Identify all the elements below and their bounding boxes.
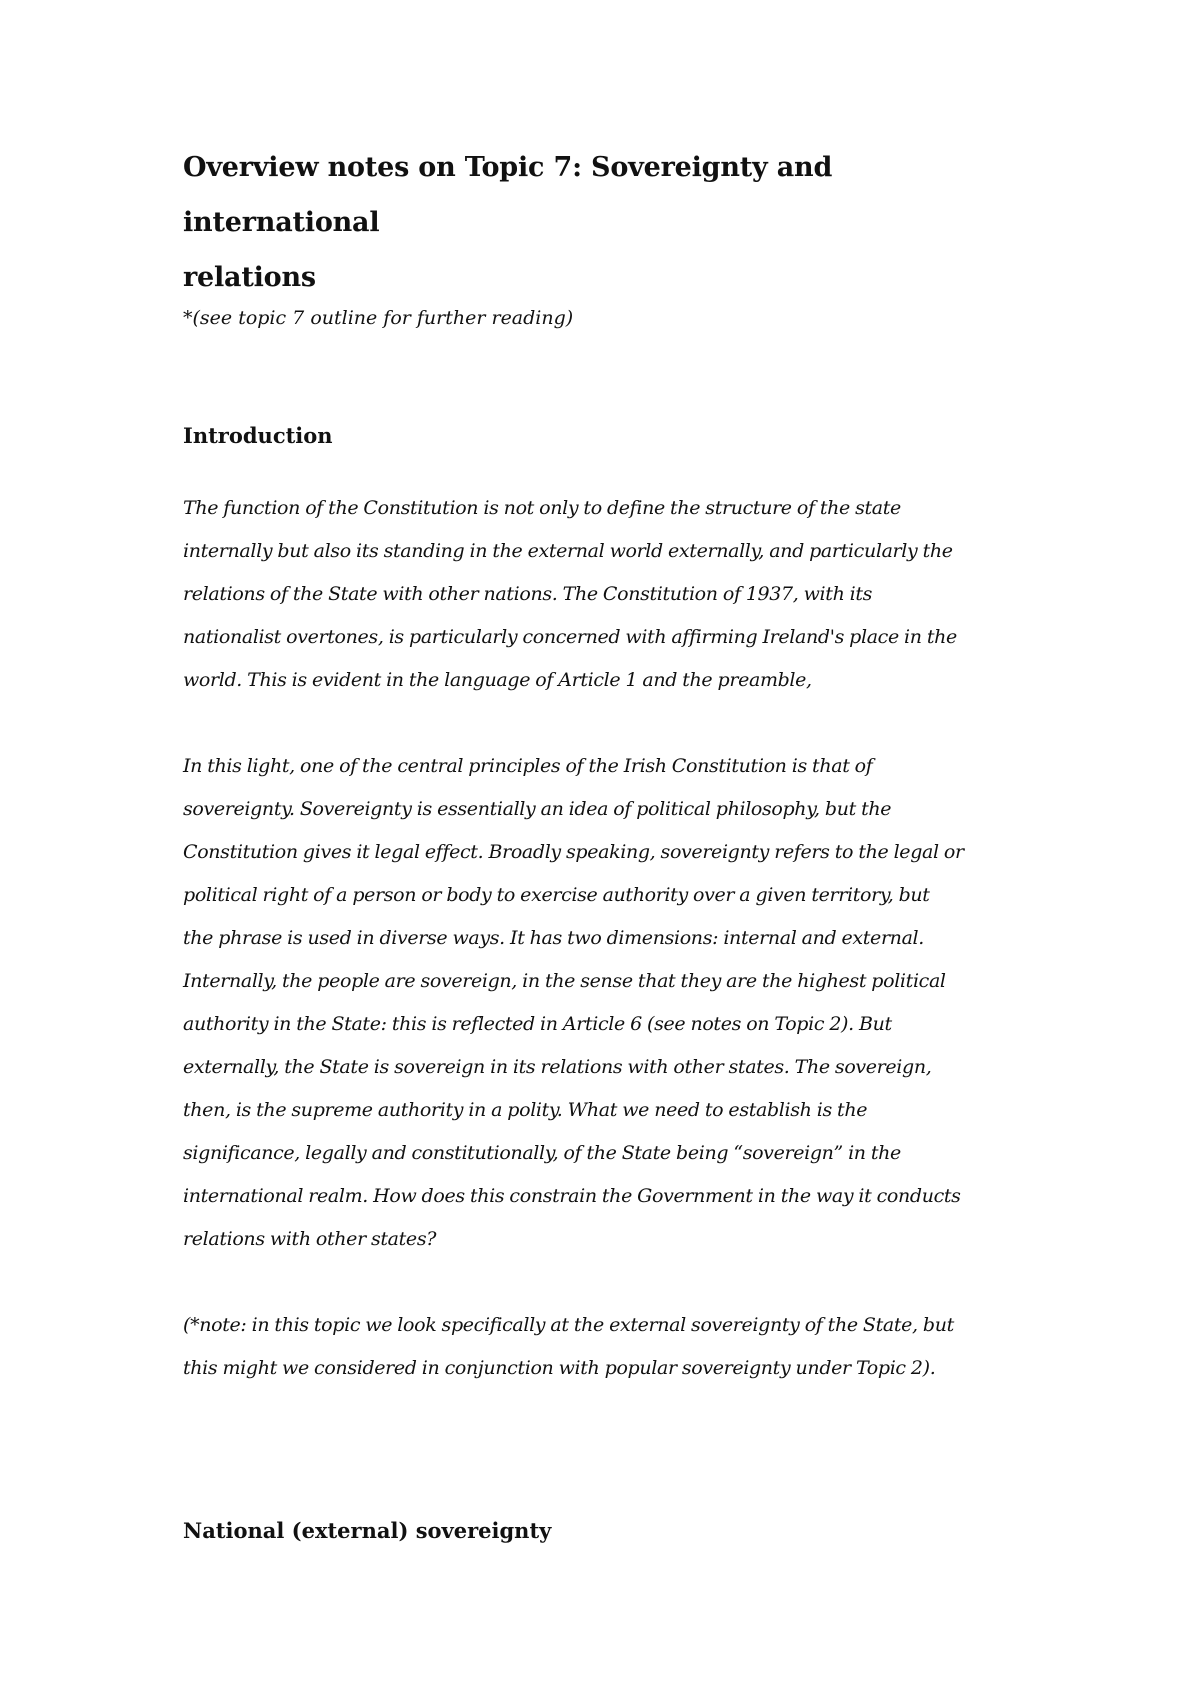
title-line-2: relations	[183, 262, 316, 293]
paragraph-line: The function of the Constitution is not only to define the structure of the state	[183, 497, 901, 519]
intro-note-paragraph	[183, 1304, 1033, 1390]
intro-paragraph-2	[183, 745, 1033, 1261]
paragraph-line: Constitution gives it legal effect. Broadly speaking, sovereignty refers to the legal or	[183, 841, 964, 863]
paragraph-line: the phrase is used in diverse ways. It has two dimensions: internal and external.	[183, 927, 924, 949]
paragraph-line: then, is the supreme authority in a polity. What we need to establish is the	[183, 1099, 868, 1121]
document-subtitle: *(see topic 7 outline for further reading)	[183, 307, 574, 329]
paragraph-line: international realm. How does this constrain the Government in the way it conducts	[183, 1185, 961, 1207]
paragraph-line: political right of a person or body to exercise authority over a given territory, but	[183, 884, 930, 906]
paragraph-line: this might we considered in conjunction with popular sovereignty under Topic 2).	[183, 1357, 936, 1379]
paragraph-line: internally but also its standing in the external world externally, and particularly the	[183, 540, 953, 562]
paragraph-line: relations of the State with other nations. The Constitution of 1937, with its	[183, 583, 873, 605]
document-title	[183, 140, 1033, 305]
introduction-heading: Introduction	[183, 423, 333, 448]
paragraph-line: world. This is evident in the language of Article 1 and the preamble,	[183, 669, 812, 691]
national-sovereignty-heading: National (external) sovereignty	[183, 1518, 552, 1543]
paragraph-line: sovereignty. Sovereignty is essentially an idea of political philosophy, but the	[183, 798, 892, 820]
paragraph-line: significance, legally and constitutionally, of the State being “sovereign” in the	[183, 1142, 901, 1164]
title-line-1: Overview notes on Topic 7: Sovereignty and international	[183, 152, 833, 238]
intro-paragraph-1	[183, 487, 1033, 702]
document-content	[183, 140, 1033, 1546]
paragraph-line: authority in the State: this is reflected in Article 6 (see notes on Topic 2). But	[183, 1013, 892, 1035]
paragraph-line: relations with other states?	[183, 1228, 437, 1250]
paragraph-line: externally, the State is sovereign in its relations with other states. The sovereign,	[183, 1056, 932, 1078]
paragraph-line: (*note: in this topic we look specifically at the external sovereignty of the State, but	[183, 1314, 954, 1336]
paragraph-line: Internally, the people are sovereign, in the sense that they are the highest political	[183, 970, 946, 992]
paragraph-line: In this light, one of the central principles of the Irish Constitution is that of	[183, 755, 873, 777]
paragraph-line: nationalist overtones, is particularly concerned with affirming Ireland's place in the	[183, 626, 957, 648]
